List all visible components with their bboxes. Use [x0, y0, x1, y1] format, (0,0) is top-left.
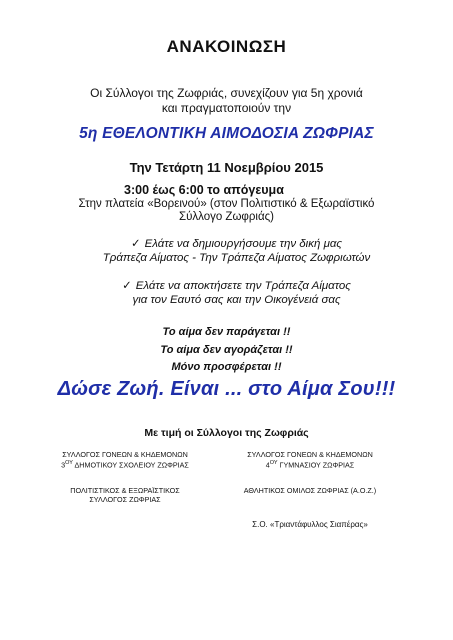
- event-name-banner: 5η ΕΘΕΛΟΝΤΙΚΗ ΑΙΜΟΔΟΣΙΑ ΖΩΦΡΙΑΣ: [79, 125, 374, 142]
- honor-line: Με τιμή οι Σύλλογοι της Ζωφριάς: [144, 427, 309, 439]
- bullet-1-line-2: Τράπεζα Αίματος - Την Τράπεζα Αίματος Ζωφριωτών: [102, 252, 371, 264]
- org-cultural-association: [40, 486, 210, 504]
- org-3-line-2: ΣΥΛΛΟΓΟΣ ΖΩΦΡΙΑΣ: [89, 495, 161, 504]
- org-siaperas: Σ.Ο. «Τριαντάφυλλος Σιαπέρας»: [252, 520, 368, 529]
- bullet-1-line-1: Ελάτε να δημιουργήσουμε την δική μας: [144, 238, 343, 250]
- checkmark-icon: ✓: [122, 280, 132, 292]
- event-time: 3:00 έως 6:00 το απόγευμα: [124, 183, 284, 197]
- event-date: Την Τετάρτη 11 Νοεμβρίου 2015: [129, 160, 324, 175]
- org-2-number: 4: [265, 460, 270, 470]
- checkmark-icon: ✓: [130, 238, 141, 250]
- motto-line-2: Το αίμα δεν αγοράζεται !!: [160, 344, 293, 356]
- org-2-ordinal: ΟΥ: [269, 460, 278, 466]
- motto-line-3: Μόνο προσφέρεται !!: [171, 361, 282, 373]
- intro-text: [0, 86, 453, 116]
- org-1-ordinal: ΟΥ: [65, 460, 73, 466]
- org-2-line-2: ΓΥΜΝΑΣΙΟΥ ΖΩΦΡΙΑΣ: [277, 460, 355, 470]
- slogan: Δώσε Ζωή. Είναι ... στο Αίμα Σου!!!: [57, 378, 396, 400]
- org-2-line-1: ΣΥΛΛΟΓΟΣ ΓΟΝΕΩΝ & ΚΗΔΕΜΟΝΩΝ: [247, 450, 373, 459]
- place-line-1: Στην πλατεία «Βορεινού» (στον Πολιτιστικό & Εξωραϊστικό: [78, 198, 375, 210]
- org-3-line-1: ΠΟΛΙΤΙΣΤΙΚΟΣ & ΕΞΩΡΑΪΣΤΙΚΟΣ: [70, 486, 180, 495]
- org-1-number: 3: [61, 460, 66, 470]
- place-line-2: Σύλλογο Ζωφριάς): [178, 211, 275, 223]
- org-1-line-2: ΔΗΜΟΤΙΚΟΥ ΣΧΟΛΕΙΟΥ ΖΩΦΡΙΑΣ: [72, 460, 189, 470]
- org-1-line-1: ΣΥΛΛΟΓΟΣ ΓΟΝΕΩΝ & ΚΗΔΕΜΟΝΩΝ: [62, 450, 188, 459]
- org-athletic-club: ΑΘΛΗΤΙΚΟΣ ΟΜΙΛΟΣ ΖΩΦΡΙΑΣ (Α.Ο.Ζ.): [243, 486, 377, 495]
- announcement-title: ΑΝΑΚΟΙΝΩΣΗ: [166, 37, 287, 56]
- org-parents-primary-school: [40, 450, 210, 469]
- motto-line-1: Το αίμα δεν παράγεται !!: [162, 326, 291, 338]
- intro-line-1: Οι Σύλλογοι της Ζωφριάς, συνεχίζουν για 5η χρονιά: [90, 86, 363, 100]
- bullet-item-2: [40, 279, 433, 307]
- org-parents-gymnasium: [220, 450, 400, 469]
- bullet-2-line-2: για τον Εαυτό σας και την Οικογένειά σας: [132, 294, 341, 306]
- event-place: [0, 198, 453, 224]
- bullet-item-1: [40, 237, 433, 265]
- intro-line-2: και πραγματοποιούν την: [161, 101, 292, 115]
- bullet-2-line-1: Ελάτε να αποκτήσετε την Τράπεζα Αίματος: [135, 280, 351, 292]
